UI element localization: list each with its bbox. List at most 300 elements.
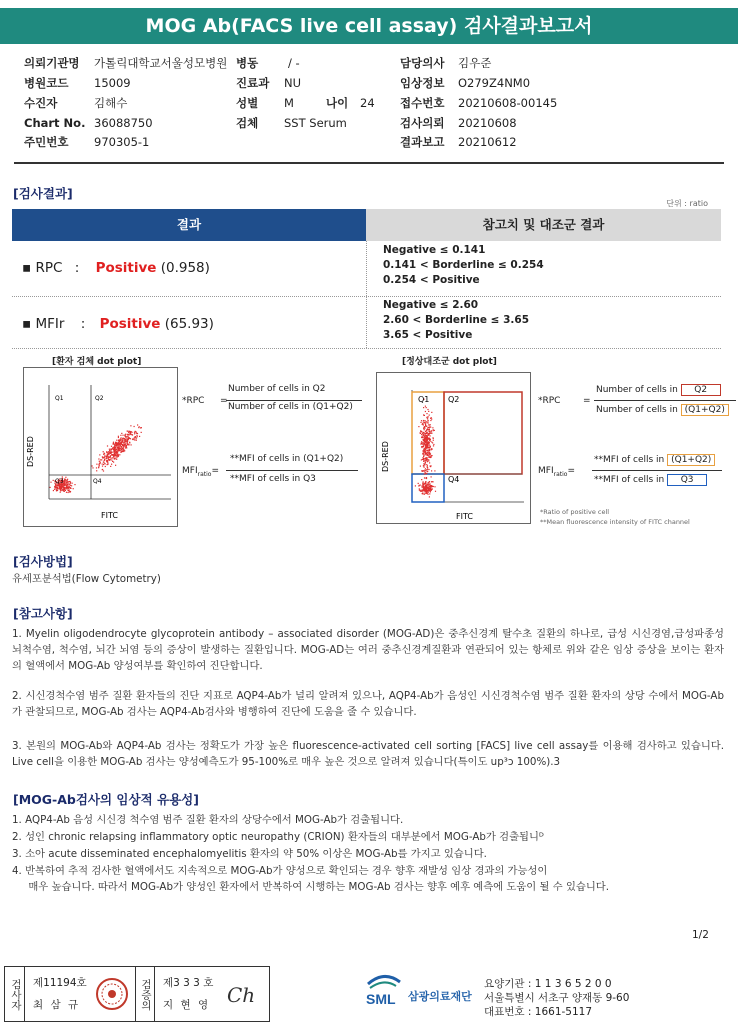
cell-dot: [109, 449, 110, 450]
rpc-numerator: Number of cells in Q2: [228, 384, 326, 394]
cell-dot: [434, 486, 435, 487]
cell-dot: [425, 454, 426, 455]
cell-dot: [421, 479, 422, 480]
cell-dot: [135, 437, 136, 438]
cell-dot: [66, 484, 67, 485]
cell-dot: [424, 470, 425, 471]
cell-dot: [122, 451, 123, 452]
request-date-label: 검사의뢰: [400, 116, 445, 130]
cell-dot: [427, 436, 428, 437]
cell-dot: [108, 459, 109, 460]
cell-dot: [110, 466, 111, 467]
method-text: 유세포분석법(Flow Cytometry): [12, 573, 161, 585]
department-label: 진료과: [236, 76, 270, 90]
chart-no-value: 36088750: [94, 116, 153, 130]
cell-dot: [120, 445, 121, 446]
cell-dot: [65, 487, 66, 488]
cell-dot: [110, 455, 111, 456]
cell-dot: [429, 462, 430, 463]
cell-dot: [114, 454, 115, 455]
cell-dot: [432, 427, 433, 428]
cell-dot: [125, 435, 126, 436]
cell-dot: [123, 448, 124, 449]
control-x-axis-label: FITC: [456, 512, 473, 521]
cell-dot: [120, 442, 121, 443]
cell-dot: [50, 487, 51, 488]
cell-dot: [119, 444, 120, 445]
note-paragraph-1: 1. Myelin oligodendrocyte glycoprotein antibody – associated disorder (MOG-AD)은 중추신경계 탈수초 질환의 하나로, 급성 시신경염,급성파종성 뇌척수염, 척수염, 뇌간 뇌염 등의 증상이 발생하는 질환입니다. MOG-AD는 여러 중추신경계질환과 연관되어 있는 항체로 위와 같은 임상 증상을 보이는 환자의 혈액에서 MOG-Ab 양성여부를 확인하여 진단합니다.: [12, 628, 724, 672]
cell-dot: [429, 430, 430, 431]
cell-dot: [117, 444, 118, 445]
patient-dot-plot: [23, 367, 178, 527]
rpc-value: (0.958): [160, 260, 210, 276]
cell-dot: [103, 464, 104, 465]
cell-dot: [431, 449, 432, 450]
cell-dot: [431, 412, 432, 413]
cell-dot: [107, 464, 108, 465]
cell-dot: [426, 438, 427, 439]
cell-dot: [65, 482, 66, 483]
cell-dot: [108, 451, 109, 452]
cell-dot: [433, 430, 434, 431]
cell-dot: [419, 485, 420, 486]
cell-dot: [422, 439, 423, 440]
cell-dot: [114, 452, 115, 453]
cell-dot: [125, 438, 126, 439]
rpc-status: Positive: [95, 260, 157, 276]
reference-column-header: 참고치 및 대조군 결과: [366, 209, 721, 241]
cell-dot: [53, 490, 54, 491]
cell-dot: [423, 455, 424, 456]
cell-dot: [115, 455, 116, 456]
cell-dot: [129, 433, 130, 434]
cell-dot: [60, 490, 61, 491]
cell-dot: [428, 424, 429, 425]
cell-dot: [423, 461, 424, 462]
cell-dot: [99, 465, 100, 466]
cell-dot: [429, 447, 430, 448]
cell-dot: [430, 420, 431, 421]
resident-no-label: 주민번호: [24, 135, 69, 149]
cell-dot: [423, 407, 424, 408]
cell-dot: [428, 459, 429, 460]
cell-dot: [421, 446, 422, 447]
cell-dot: [106, 457, 107, 458]
cell-dot: [431, 419, 432, 420]
cell-dot: [98, 464, 99, 465]
cell-dot: [420, 430, 421, 431]
cell-dot: [428, 455, 429, 456]
cell-dot: [420, 422, 421, 423]
cell-dot: [139, 436, 140, 437]
cell-dot: [128, 431, 129, 432]
specimen-label: 검체: [236, 116, 259, 130]
cell-dot: [431, 433, 432, 434]
cell-dot: [126, 436, 127, 437]
cell-dot: [141, 432, 142, 433]
cell-dot: [427, 484, 428, 485]
cell-dot: [434, 430, 435, 431]
age-label: 나이: [326, 96, 349, 110]
cell-dot: [431, 455, 432, 456]
cell-dot: [63, 487, 64, 488]
cell-dot: [428, 486, 429, 487]
doctor-label: 담당의사: [400, 56, 445, 70]
page-number: 1/2: [692, 929, 709, 941]
cell-dot: [114, 449, 115, 450]
cell-dot: [423, 484, 424, 485]
cell-dot: [425, 411, 426, 412]
cell-dot: [421, 442, 422, 443]
cell-dot: [426, 464, 427, 465]
cell-dot: [421, 420, 422, 421]
row-divider: [12, 348, 721, 349]
cell-dot: [428, 460, 429, 461]
cell-dot: [426, 460, 427, 461]
request-date-value: 20210608: [458, 116, 517, 130]
cell-dot: [118, 439, 119, 440]
cell-dot: [111, 454, 112, 455]
cell-dot: [431, 431, 432, 432]
mfir-reference: Negative ≤ 2.60 2.60 < Borderline ≤ 3.65 3.65 < Positive: [383, 299, 530, 341]
clinical-item-2: 2. 성인 chronic relapsing inflammatory optic neuropathy (CRION) 환자들의 대부분에서 MOG-Ab가 검출됩니ᴰ: [12, 831, 544, 843]
cell-dot: [424, 478, 425, 479]
cell-dot: [428, 469, 429, 470]
institution-no: 요양기관 : 1 1 3 6 5 2 0 0: [484, 978, 612, 990]
cell-dot: [422, 471, 423, 472]
cell-dot: [104, 462, 105, 463]
column-divider: [366, 241, 367, 348]
cell-dot: [425, 486, 426, 487]
cell-dot: [116, 449, 117, 450]
cell-dot: [72, 483, 73, 484]
cell-dot: [426, 430, 427, 431]
cell-dot: [433, 440, 434, 441]
clinical-info-label: 임상정보: [400, 76, 445, 90]
cell-dot: [425, 457, 426, 458]
cell-dot: [426, 439, 427, 440]
cell-dot: [425, 433, 426, 434]
cell-dot: [92, 467, 93, 468]
age-value: 24: [360, 96, 375, 110]
cell-dot: [74, 484, 75, 485]
cell-dot: [118, 455, 119, 456]
cell-dot: [137, 424, 138, 425]
cell-dot: [108, 456, 109, 457]
cell-dot: [424, 451, 425, 452]
cell-dot: [64, 487, 65, 488]
cell-dot: [114, 446, 115, 447]
cell-dot: [61, 485, 62, 486]
receipt-no-value: 20210608-00145: [458, 96, 558, 110]
cell-dot: [106, 451, 107, 452]
cell-dot: [66, 492, 67, 493]
cell-dot: [69, 484, 70, 485]
cell-dot: [68, 487, 69, 488]
cell-dot: [430, 491, 431, 492]
cell-dot: [125, 440, 126, 441]
cell-dot: [427, 454, 428, 455]
cell-dot: [422, 457, 423, 458]
cell-dot: [125, 441, 126, 442]
cell-dot: [430, 485, 431, 486]
cell-dot: [424, 415, 425, 416]
cell-dot: [65, 477, 66, 478]
note-paragraph-2: 2. 시신경척수염 범주 질환 환자들의 진단 지표로 AQP4-Ab가 널리 알려져 있으나, AQP4-Ab가 음성인 시신경척수염 범주 질환 환자의 상당 수에서 MOG-Ab가 관찰되므로, MOG-Ab 검사는 AQP4-Ab검사와 병행하여 진단에 도움을 줄 수 있습니다.: [12, 690, 724, 718]
cell-dot: [104, 457, 105, 458]
cell-dot: [427, 453, 428, 454]
cell-dot: [68, 481, 69, 482]
cell-dot: [423, 490, 424, 491]
cell-dot: [423, 450, 424, 451]
cell-dot: [429, 431, 430, 432]
cell-dot: [129, 442, 130, 443]
control-rpc-denominator: Number of cells in (Q1+Q2): [596, 404, 729, 416]
cell-dot: [426, 432, 427, 433]
control-y-axis-label: DS-RED: [381, 441, 390, 472]
cell-dot: [422, 493, 423, 494]
cell-dot: [55, 485, 56, 486]
result-column-header: 결과: [12, 209, 366, 241]
cell-dot: [428, 420, 429, 421]
cell-dot: [66, 481, 67, 482]
org-name: 삼광의료재단: [408, 990, 472, 1003]
header-divider: [14, 162, 724, 164]
cell-dot: [430, 466, 431, 467]
clinical-item-3: 3. 소아 acute disseminated encephalomyelitis 환자의 약 50% 이상은 MOG-Ab를 가지고 있습니다.: [12, 848, 487, 860]
cell-dot: [120, 435, 121, 436]
cell-dot: [130, 425, 131, 426]
cell-dot: [425, 468, 426, 469]
cell-dot: [433, 444, 434, 445]
cell-dot: [57, 487, 58, 488]
cell-dot: [415, 485, 416, 486]
cell-dot: [425, 490, 426, 491]
cell-dot: [106, 458, 107, 459]
cell-dot: [107, 455, 108, 456]
cell-dot: [119, 450, 120, 451]
sml-logo-icon: [362, 970, 406, 1010]
results-title: [검사결과]: [13, 186, 73, 201]
cell-dot: [124, 438, 125, 439]
cell-dot: [431, 485, 432, 486]
cell-dot: [427, 490, 428, 491]
tester-name: 최 삼 규: [33, 999, 81, 1011]
mfi-numerator: **MFI of cells in (Q1+Q2): [230, 454, 344, 464]
cell-dot: [426, 469, 427, 470]
quadrant-q4-label: Q4: [93, 478, 102, 485]
cell-dot: [121, 443, 122, 444]
specimen-value: SST Serum: [284, 116, 347, 130]
cell-dot: [60, 492, 61, 493]
control-rpc-numerator: Number of cells in Q2: [596, 384, 721, 396]
cell-dot: [431, 470, 432, 471]
cell-dot: [67, 479, 68, 480]
cell-dot: [435, 491, 436, 492]
hospital-label: 의뢰기관명: [24, 56, 80, 70]
cell-dot: [108, 454, 109, 455]
cell-dot: [428, 488, 429, 489]
cell-dot: [427, 427, 428, 428]
cell-dot: [427, 435, 428, 436]
cell-dot: [131, 444, 132, 445]
cell-dot: [425, 473, 426, 474]
cell-dot: [120, 440, 121, 441]
quadrant-q2-label: Q2: [95, 395, 104, 402]
phone: 대표번호 : 1661-5117: [484, 1006, 593, 1018]
note-paragraph-3: 3. 본원의 MOG-Ab와 AQP4-Ab 검사는 정확도가 가장 높은 fluorescence-activated cell sorting [FACS] live cell assay를 이용해 검사하고 있습니다. Live cell을 이용한 MOG-Ab 검사는 양성예측도가 95-100%로 매우 높은 것으로 알려져 있습니다(특이도 up³ᴐ 100%).3: [12, 740, 724, 768]
control-plot-caption: [정상대조군 dot plot]: [402, 357, 497, 367]
cell-dot: [430, 435, 431, 436]
cell-dot: [429, 449, 430, 450]
cell-dot: [427, 438, 428, 439]
chart-no-label: Chart No.: [24, 116, 86, 130]
cell-dot: [121, 446, 122, 447]
cell-dot: [115, 445, 116, 446]
cell-dot: [418, 483, 419, 484]
cell-dot: [429, 426, 430, 427]
cell-dot: [421, 437, 422, 438]
cell-dot: [425, 463, 426, 464]
cell-dot: [427, 450, 428, 451]
cell-dot: [424, 422, 425, 423]
cell-dot: [431, 489, 432, 490]
cell-dot: [425, 481, 426, 482]
department-value: NU: [284, 76, 302, 90]
cell-dot: [69, 491, 70, 492]
cell-dot: [430, 424, 431, 425]
cell-dot: [424, 471, 425, 472]
cell-dot: [115, 465, 116, 466]
unit-label: 단위 : ratio: [666, 199, 708, 208]
q2-box: Q2: [681, 384, 721, 396]
cell-dot: [121, 439, 122, 440]
cell-dot: [116, 452, 117, 453]
signature-box: [4, 966, 270, 1022]
cell-dot: [120, 448, 121, 449]
cell-dot: [430, 454, 431, 455]
cell-dot: [129, 444, 130, 445]
cell-dot: [424, 464, 425, 465]
cell-dot: [103, 451, 104, 452]
cell-dot: [423, 420, 424, 421]
cell-dot: [424, 429, 425, 430]
cell-dot: [424, 444, 425, 445]
cell-dot: [122, 441, 123, 442]
cell-dot: [134, 433, 135, 434]
cell-dot: [426, 441, 427, 442]
cell-dot: [114, 444, 115, 445]
cell-dot: [108, 457, 109, 458]
cell-dot: [426, 447, 427, 448]
cell-dot: [111, 448, 112, 449]
cell-dot: [118, 437, 119, 438]
sex-value: M: [284, 96, 294, 110]
cell-dot: [131, 431, 132, 432]
cell-dot: [126, 445, 127, 446]
control-mfi-numerator: **MFI of cells in (Q1+Q2): [594, 454, 715, 466]
hospital-value: 가톨릭대학교서울성모병원: [94, 56, 228, 70]
cell-dot: [118, 456, 119, 457]
rpc-denominator: Number of cells in (Q1+Q2): [228, 402, 353, 412]
cell-dot: [426, 417, 427, 418]
receipt-no-label: 접수번호: [400, 96, 445, 110]
cell-dot: [433, 445, 434, 446]
cell-dot: [92, 465, 93, 466]
cell-dot: [113, 442, 114, 443]
cell-dot: [433, 438, 434, 439]
cell-dot: [64, 489, 65, 490]
q1q2-box: (Q1+Q2): [681, 404, 729, 416]
cell-dot: [423, 459, 424, 460]
cell-dot: [422, 436, 423, 437]
cell-dot: [132, 439, 133, 440]
footnote-ratio: *Ratio of positive cell: [540, 508, 610, 516]
cell-dot: [123, 438, 124, 439]
cell-dot: [424, 438, 425, 439]
cell-dot: [429, 490, 430, 491]
logo-text: SML: [366, 991, 396, 1007]
tester-license: 제11194호: [33, 977, 87, 989]
cell-dot: [112, 447, 113, 448]
tester-seal: [95, 977, 129, 1011]
cell-dot: [423, 434, 424, 435]
cell-dot: [110, 456, 111, 457]
cell-dot: [117, 450, 118, 451]
cell-dot: [130, 432, 131, 433]
cell-dot: [427, 467, 428, 468]
cell-dot: [115, 443, 116, 444]
cell-dot: [422, 482, 423, 483]
cell-dot: [122, 435, 123, 436]
mfi-denominator: **MFI of cells in Q3: [230, 474, 316, 484]
cell-dot: [122, 445, 123, 446]
cell-dot: [107, 461, 108, 462]
cell-dot: [110, 453, 111, 454]
cell-dot: [104, 455, 105, 456]
cell-dot: [427, 461, 428, 462]
cell-dot: [420, 466, 421, 467]
cell-dot: [428, 411, 429, 412]
cell-dot: [71, 485, 72, 486]
cell-dot: [68, 492, 69, 493]
cell-dot: [55, 487, 56, 488]
control-dot-plot: [376, 372, 531, 524]
cell-dot: [70, 483, 71, 484]
report-date-value: 20210612: [458, 135, 517, 149]
cell-dot: [427, 429, 428, 430]
cell-dot: [124, 445, 125, 446]
cell-dot: [422, 444, 423, 445]
clinical-title: [MOG-Ab검사의 임상적 유용성]: [13, 792, 199, 807]
cell-dot: [99, 461, 100, 462]
cell-dot: [119, 454, 120, 455]
cell-dot: [116, 458, 117, 459]
cell-dot: [107, 462, 108, 463]
cell-dot: [431, 476, 432, 477]
cell-dot: [116, 456, 117, 457]
patient-value: 김해수: [94, 96, 128, 110]
cell-dot: [423, 465, 424, 466]
cell-dot: [101, 459, 102, 460]
cell-dot: [122, 449, 123, 450]
cell-dot: [428, 416, 429, 417]
cell-dot: [141, 427, 142, 428]
cell-dot: [118, 436, 119, 437]
cell-dot: [427, 493, 428, 494]
cell-dot: [102, 469, 103, 470]
cell-dot: [116, 440, 117, 441]
